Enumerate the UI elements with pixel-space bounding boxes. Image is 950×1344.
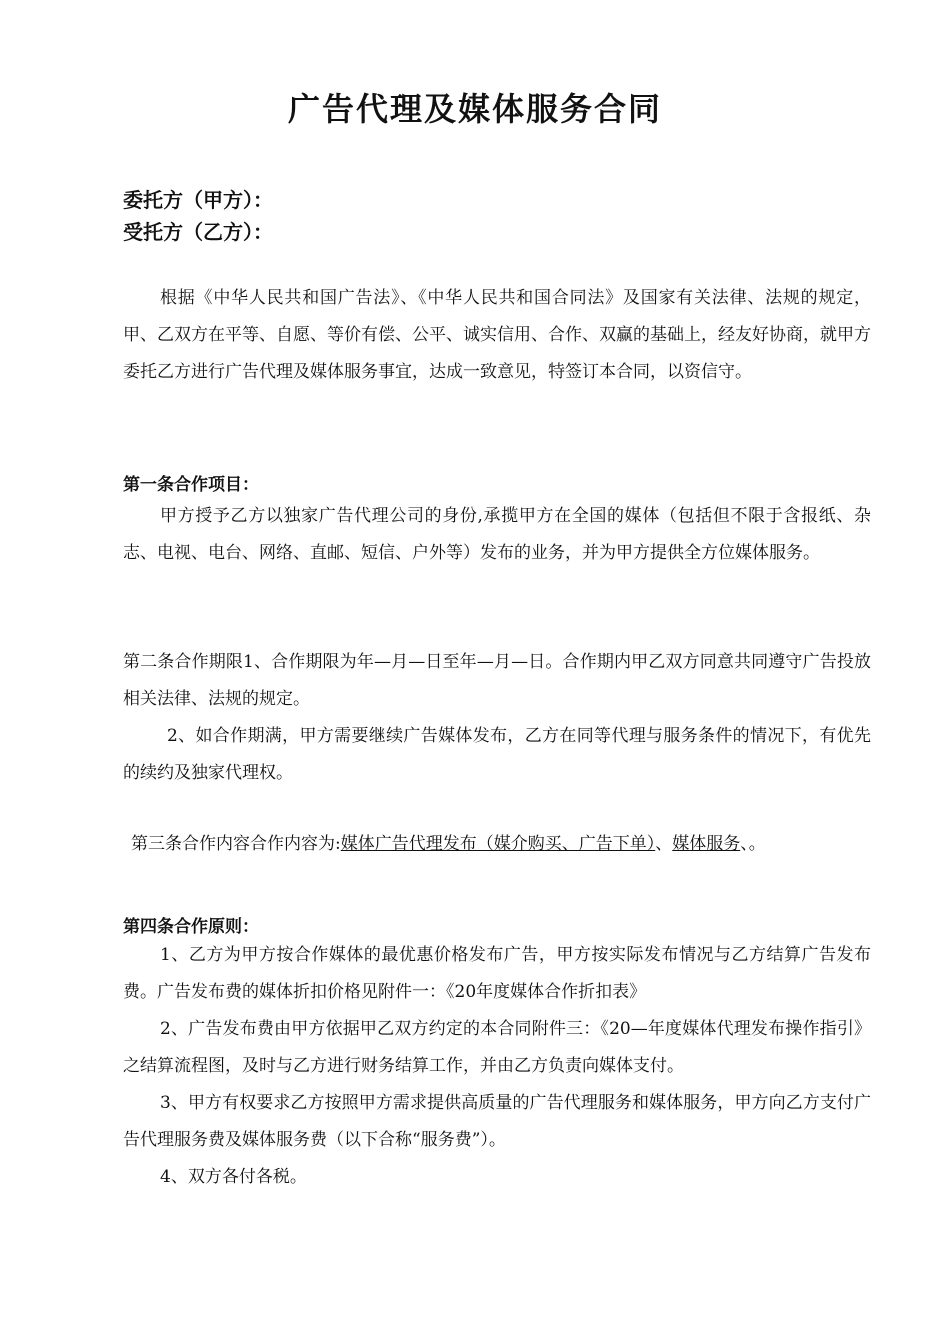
- article4-heading: 第四条合作原则：: [123, 917, 259, 937]
- article4-item: 3、甲方有权要求乙方按照甲方需求提供高质量的广告代理服务和媒体服务，甲方向乙方支付广告代理服务费及媒体服务费（以下合称“服务费”）。: [123, 1093, 871, 1150]
- article4-item: 4、双方各付各税。: [160, 1167, 307, 1187]
- article4-item: 2、广告发布费由甲方依据甲乙双方约定的本合同附件三：《20—年度媒体代理发布操作指引》之结算流程图，及时与乙方进行财务结算工作，并由乙方负责向媒体支付。: [123, 1019, 871, 1076]
- preamble-paragraph: 根据《中华人民共和国广告法》、《中华人民共和国合同法》及国家有关法律、法规的规定，甲、乙双方在平等、自愿、等价有偿、公平、诚实信用、合作、双赢的基础上，经友好协商，就甲方委托乙方进行广告代理及媒体服务事宜，达成一致意见，特签订本合同，以资信守。: [123, 288, 871, 382]
- article1-heading: 第一条合作项目：: [123, 475, 259, 495]
- article3-prefix: 第三条合作内容合作内容为:: [131, 834, 341, 854]
- article3-item1: 媒体广告代理发布（媒介购买、广告下单）: [340, 834, 656, 854]
- article3-sep: 、: [655, 834, 673, 854]
- article1-text: 甲方授予乙方以独家广告代理公司的身份,承揽甲方在全国的媒体（包括但不限于含报纸、杂志、电视、电台、网络、直邮、短信、户外等）发布的业务，并为甲方提供全方位媒体服务。: [123, 506, 871, 563]
- article3-item2: 媒体服务: [672, 834, 741, 854]
- party-a-line: 委托方（甲方）：: [123, 188, 273, 212]
- article3-text: [131, 826, 879, 863]
- article2-text: 第二条合作期限1、合作期限为年—月—日至年—月—日。合作期内甲乙双方同意共同遵守广告投放相关法律、法规的规定。: [123, 652, 871, 709]
- article4-item: 1、乙方为甲方按合作媒体的最优惠价格发布广告，甲方按实际发布情况与乙方结算广告发布费。广告发布费的媒体折扣价格见附件一：《20年度媒体合作折扣表》: [123, 945, 871, 1002]
- party-b-line: 受托方（乙方）：: [123, 220, 273, 244]
- article2-item2: 2、如合作期满，甲方需要继续广告媒体发布，乙方在同等代理与服务条件的情况下，有优先的续约及独家代理权。: [123, 726, 871, 783]
- document-title: 广告代理及媒体服务合同: [287, 90, 662, 128]
- article3-suffix: 、。: [740, 834, 766, 854]
